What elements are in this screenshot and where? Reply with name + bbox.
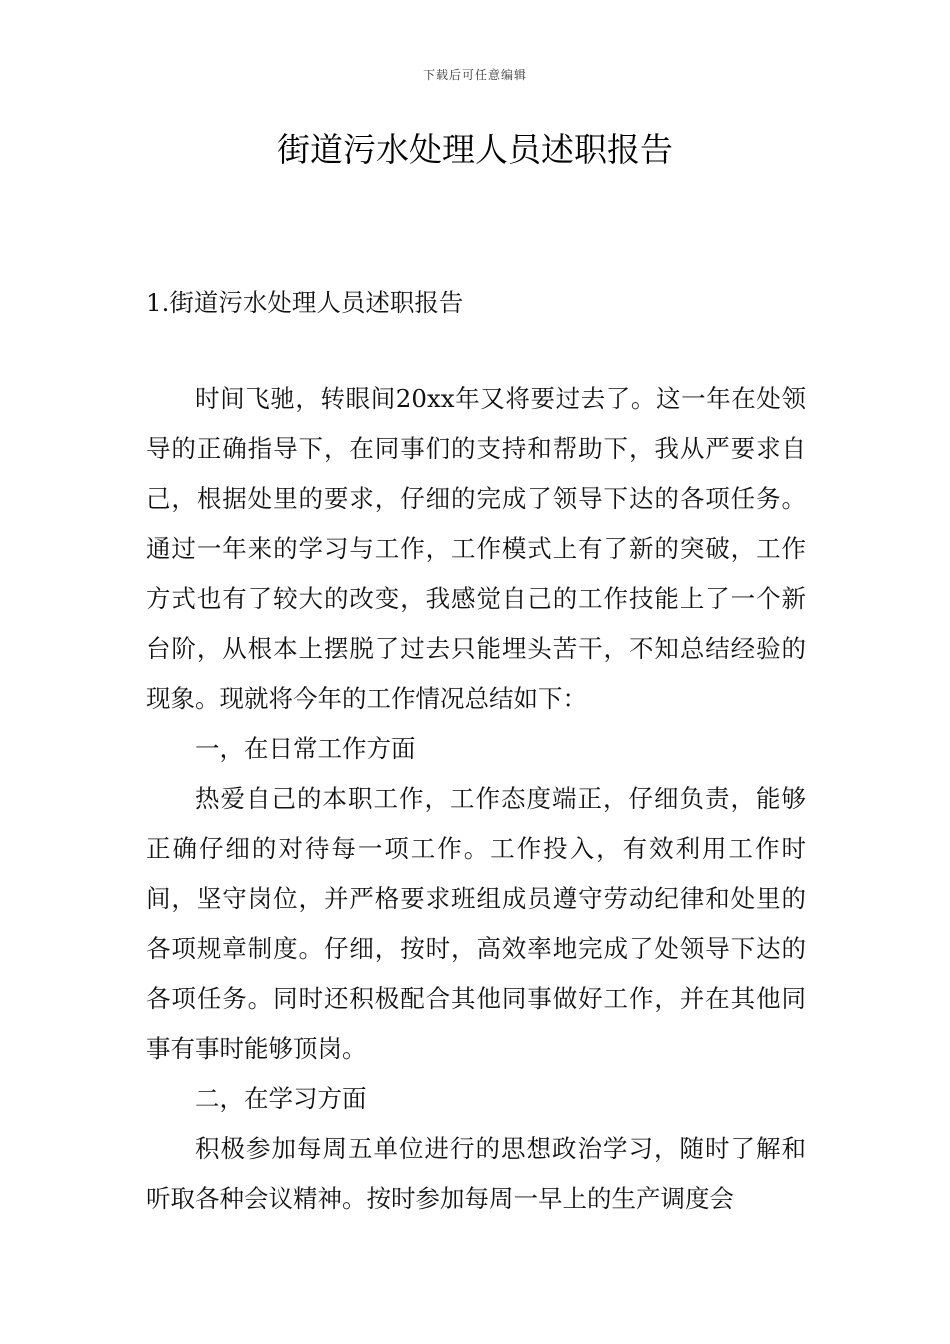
paragraph-study: 积极参加每周五单位进行的思想政治学习，随时了解和听取各种会议精神。按时参加每周一早上的生产调度会	[146, 1134, 806, 1213]
paragraph-daily-work: 热爱自己的本职工作，工作态度端正，仔细负责，能够正确仔细的对待每一项工作。工作投入，有效利用工作时间，坚守岗位，并严格要求班组成员遵守劳动纪律和处里的各项规章制度。仔细，按时，高效率地完成了处领导下达的各项任务。同时还积极配合其他同事做好工作，并在其他同事有事时能够顶岗。	[146, 784, 806, 1063]
document-title: 街道污水处理人员述职报告	[277, 130, 673, 169]
document-body	[146, 374, 806, 1224]
section-heading: 1.街道污水处理人员述职报告	[146, 288, 464, 317]
subheading-study: 二，在学习方面	[195, 1084, 367, 1113]
paragraph-intro: 时间飞驰，转眼间20xx年又将要过去了。这一年在处领导的正确指导下，在同事们的支持和帮助下，我从严要求自己，根据处里的要求，仔细的完成了领导下达的各项任务。通过一年来的学习与工作，工作模式上有了新的突破，工作方式也有了较大的改变，我感觉自己的工作技能上了一个新台阶，从根本上摆脱了过去只能埋头苦干，不知总结经验的现象。现就将今年的工作情况总结如下：	[146, 384, 806, 713]
header-note: 下载后可任意编辑	[422, 68, 527, 82]
subheading-daily-work: 一，在日常工作方面	[195, 734, 416, 763]
